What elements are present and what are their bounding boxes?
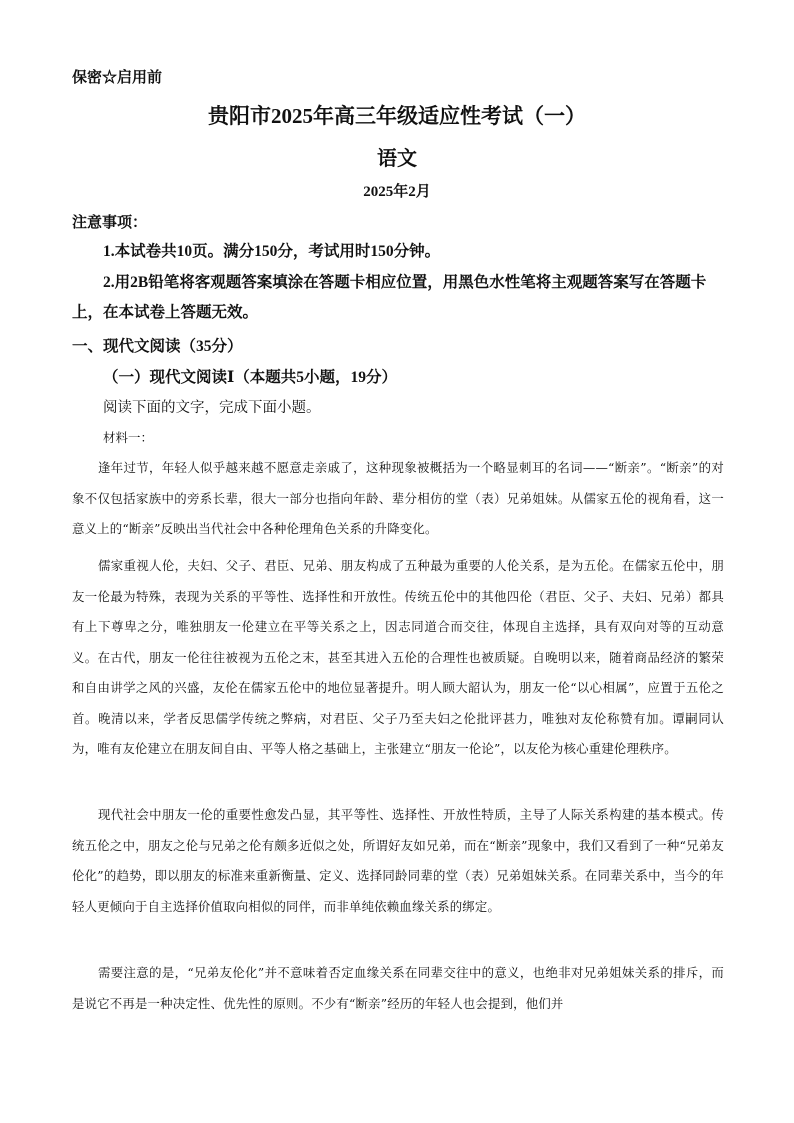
notice-heading: 注意事项： (72, 215, 148, 231)
material-label: 材料一： (103, 430, 154, 445)
confidential-label: 保密☆启用前 (72, 70, 163, 86)
reading-instruction: 阅读下面的文字，完成下面小题。 (103, 400, 321, 416)
exam-title: 贵阳市2025年高三年级适应性考试（一） (208, 104, 586, 128)
notice-item-1: 1.本试卷共10页。满分150分，考试用时150分钟。 (103, 243, 441, 260)
passage-paragraph: 现代社会中朋友一伦的重要性愈发凸显，其平等性、选择性、开放性特质，主导了人际关系构建的基本模式。传统五伦之中，朋友之伦与兄弟之伦有颇多近似之处，所谓好友如兄弟，而在“断亲”现象中，我们又看到了一种“兄弟友伦化”的趋势，即以朋友的标准来重新衡量、定义、选择同龄同辈的堂（表）兄弟姐妹关系。在同辈关系中，当今的年轻人更倾向于自主选择价值取向相似的同伴，而非单纯依赖血缘关系的绑定。 (72, 807, 724, 914)
notice-item-2: 2.用2B铅笔将客观题答案填涂在答题卡相应位置，用黑色水性笔将主观题答案写在答题卡上，在本试卷上答题无效。 (72, 274, 707, 321)
passage-paragraph: 需要注意的是，“兄弟友伦化”并不意味着否定血缘关系在同辈交往中的意义，也绝非对兄弟姐妹关系的排斥，而是说它不再是一种决定性、优先性的原则。不少有“断亲”经历的年轻人也会提到，他们并 (72, 965, 724, 1011)
section-title: 一、现代文阅读（35分） (72, 338, 243, 355)
passage-paragraph: 逢年过节，年轻人似乎越来越不愿意走亲戚了，这种现象被概括为一个略显刺耳的名词——“断亲”。“断亲”的对象不仅包括家族中的旁系长辈，很大一部分也指向年龄、辈分相仿的堂（表）兄弟姐妹。从儒家五伦的视角看，这一意义上的“断亲”反映出当代社会中各种伦理角色关系的升降变化。 (72, 460, 724, 536)
subsection-title: （一）现代文阅读Ⅰ（本题共5小题，19分） (103, 369, 398, 386)
passage-paragraph: 儒家重视人伦，夫妇、父子、君臣、兄弟、朋友构成了五种最为重要的人伦关系，是为五伦。在儒家五伦中，朋友一伦最为特殊，表现为关系的平等性、选择性和开放性。传统五伦中的其他四伦（君臣、父子、夫妇、兄弟）都具有上下尊卑之分，唯独朋友一伦建立在平等关系之上，因志同道合而交往，体现自主选择，具有双向对等的互动意义。在古代，朋友一伦往往被视为五伦之末，甚至其进入五伦的合理性也被质疑。自晚明以来，随着商品经济的繁荣和自由讲学之风的兴盛，友伦在儒家五伦中的地位显著提升。明人顾大韶认为，朋友一伦“以心相属”，应置于五伦之首。晚清以来，学者反思儒学传统之弊病，对君臣、父子乃至夫妇之伦批评甚力，唯独对友伦称赞有加。谭嗣同认为，唯有友伦建立在朋友间自由、平等人格之基础上，主张建立“朋友一伦论”，以友伦为核心重建伦理秩序。 (72, 558, 724, 756)
subject-title: 语文 (377, 148, 417, 170)
exam-date: 2025年2月 (363, 184, 431, 200)
